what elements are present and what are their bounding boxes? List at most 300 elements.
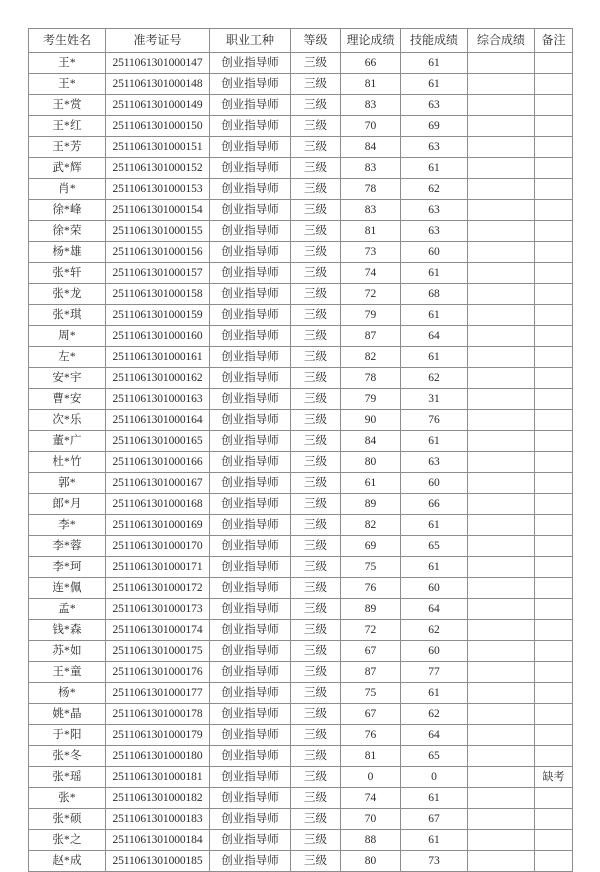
cell-ticket: 2511061301000163 <box>106 389 210 410</box>
cell-job: 创业指导师 <box>210 788 291 809</box>
cell-remark <box>535 95 573 116</box>
cell-name: 于*阳 <box>29 725 106 746</box>
cell-composite <box>468 116 535 137</box>
table-row[interactable] <box>29 158 573 179</box>
cell-ticket: 2511061301000148 <box>106 74 210 95</box>
cell-job: 创业指导师 <box>210 515 291 536</box>
cell-name: 姚*晶 <box>29 704 106 725</box>
cell-remark: 缺考 <box>535 767 573 788</box>
column-header-theory[interactable]: 理论成绩 <box>341 29 401 53</box>
cell-skill: 63 <box>401 452 468 473</box>
cell-job: 创业指导师 <box>210 326 291 347</box>
cell-theory: 79 <box>341 389 401 410</box>
cell-theory: 82 <box>341 515 401 536</box>
cell-name: 张*琪 <box>29 305 106 326</box>
cell-composite <box>468 452 535 473</box>
cell-level: 三级 <box>291 473 341 494</box>
cell-skill: 64 <box>401 599 468 620</box>
cell-ticket: 2511061301000181 <box>106 767 210 788</box>
table-row[interactable] <box>29 242 573 263</box>
table-row[interactable] <box>29 389 573 410</box>
table-row[interactable] <box>29 452 573 473</box>
cell-skill: 62 <box>401 620 468 641</box>
cell-level: 三级 <box>291 74 341 95</box>
cell-skill: 76 <box>401 410 468 431</box>
cell-skill: 64 <box>401 326 468 347</box>
cell-level: 三级 <box>291 767 341 788</box>
cell-name: 苏*如 <box>29 641 106 662</box>
cell-name: 安*宇 <box>29 368 106 389</box>
cell-job: 创业指导师 <box>210 242 291 263</box>
cell-theory: 74 <box>341 263 401 284</box>
cell-theory: 78 <box>341 179 401 200</box>
cell-name: 张*冬 <box>29 746 106 767</box>
cell-theory: 81 <box>341 221 401 242</box>
table-row[interactable] <box>29 620 573 641</box>
cell-ticket: 2511061301000168 <box>106 494 210 515</box>
cell-composite <box>468 74 535 95</box>
cell-composite <box>468 788 535 809</box>
cell-job: 创业指导师 <box>210 263 291 284</box>
cell-remark <box>535 809 573 830</box>
column-header-level[interactable]: 等级 <box>291 29 341 53</box>
cell-skill: 64 <box>401 725 468 746</box>
table-row[interactable] <box>29 494 573 515</box>
cell-level: 三级 <box>291 410 341 431</box>
cell-job: 创业指导师 <box>210 305 291 326</box>
cell-job: 创业指导师 <box>210 53 291 74</box>
table-header <box>29 29 573 53</box>
cell-remark <box>535 557 573 578</box>
cell-level: 三级 <box>291 851 341 872</box>
cell-ticket: 2511061301000172 <box>106 578 210 599</box>
cell-name: 王* <box>29 74 106 95</box>
cell-name: 张*瑶 <box>29 767 106 788</box>
cell-composite <box>468 725 535 746</box>
cell-job: 创业指导师 <box>210 851 291 872</box>
cell-ticket: 2511061301000153 <box>106 179 210 200</box>
cell-ticket: 2511061301000179 <box>106 725 210 746</box>
table-row[interactable] <box>29 662 573 683</box>
cell-theory: 83 <box>341 95 401 116</box>
cell-skill: 61 <box>401 53 468 74</box>
cell-theory: 72 <box>341 620 401 641</box>
cell-name: 王*芳 <box>29 137 106 158</box>
table-row[interactable] <box>29 746 573 767</box>
cell-ticket: 2511061301000164 <box>106 410 210 431</box>
cell-composite <box>468 704 535 725</box>
table-row[interactable] <box>29 200 573 221</box>
cell-remark <box>535 830 573 851</box>
cell-job: 创业指导师 <box>210 620 291 641</box>
cell-job: 创业指导师 <box>210 809 291 830</box>
cell-remark <box>535 851 573 872</box>
cell-job: 创业指导师 <box>210 200 291 221</box>
cell-theory: 72 <box>341 284 401 305</box>
cell-name: 郎*月 <box>29 494 106 515</box>
table-row[interactable] <box>29 725 573 746</box>
table-row[interactable] <box>29 557 573 578</box>
cell-skill: 62 <box>401 179 468 200</box>
cell-theory: 67 <box>341 641 401 662</box>
cell-job: 创业指导师 <box>210 662 291 683</box>
cell-ticket: 2511061301000184 <box>106 830 210 851</box>
cell-level: 三级 <box>291 620 341 641</box>
cell-level: 三级 <box>291 158 341 179</box>
cell-composite <box>468 242 535 263</box>
cell-ticket: 2511061301000175 <box>106 641 210 662</box>
cell-composite <box>468 494 535 515</box>
cell-name: 左* <box>29 347 106 368</box>
table-row[interactable] <box>29 221 573 242</box>
table-row[interactable] <box>29 431 573 452</box>
cell-job: 创业指导师 <box>210 389 291 410</box>
cell-level: 三级 <box>291 326 341 347</box>
cell-composite <box>468 536 535 557</box>
cell-remark <box>535 116 573 137</box>
table-row[interactable] <box>29 179 573 200</box>
table-row[interactable] <box>29 263 573 284</box>
cell-remark <box>535 599 573 620</box>
cell-remark <box>535 431 573 452</box>
cell-level: 三级 <box>291 830 341 851</box>
cell-theory: 61 <box>341 473 401 494</box>
cell-theory: 75 <box>341 683 401 704</box>
cell-remark <box>535 263 573 284</box>
table-row[interactable] <box>29 326 573 347</box>
cell-composite <box>468 95 535 116</box>
cell-remark <box>535 326 573 347</box>
cell-ticket: 2511061301000150 <box>106 116 210 137</box>
cell-remark <box>535 704 573 725</box>
cell-level: 三级 <box>291 662 341 683</box>
cell-level: 三级 <box>291 221 341 242</box>
cell-ticket: 2511061301000178 <box>106 704 210 725</box>
cell-name: 杨* <box>29 683 106 704</box>
cell-remark <box>535 200 573 221</box>
cell-remark <box>535 410 573 431</box>
cell-skill: 67 <box>401 809 468 830</box>
cell-name: 赵*成 <box>29 851 106 872</box>
cell-remark <box>535 578 573 599</box>
cell-theory: 70 <box>341 809 401 830</box>
column-header-ticket[interactable]: 准考证号 <box>106 29 210 53</box>
table-row[interactable] <box>29 116 573 137</box>
cell-ticket: 2511061301000158 <box>106 284 210 305</box>
cell-level: 三级 <box>291 347 341 368</box>
cell-skill: 65 <box>401 746 468 767</box>
table-row[interactable] <box>29 830 573 851</box>
cell-level: 三级 <box>291 641 341 662</box>
cell-ticket: 2511061301000149 <box>106 95 210 116</box>
cell-theory: 89 <box>341 599 401 620</box>
cell-level: 三级 <box>291 704 341 725</box>
exam-results-table <box>28 28 573 872</box>
cell-name: 王*童 <box>29 662 106 683</box>
table-row[interactable] <box>29 599 573 620</box>
cell-ticket: 2511061301000157 <box>106 263 210 284</box>
cell-skill: 61 <box>401 74 468 95</box>
cell-theory: 87 <box>341 326 401 347</box>
cell-skill: 61 <box>401 830 468 851</box>
table-header-row <box>29 29 573 53</box>
cell-job: 创业指导师 <box>210 452 291 473</box>
cell-skill: 63 <box>401 200 468 221</box>
cell-composite <box>468 473 535 494</box>
cell-theory: 87 <box>341 662 401 683</box>
cell-composite <box>468 284 535 305</box>
cell-level: 三级 <box>291 557 341 578</box>
cell-name: 徐*荣 <box>29 221 106 242</box>
cell-level: 三级 <box>291 200 341 221</box>
cell-composite <box>468 662 535 683</box>
cell-job: 创业指导师 <box>210 767 291 788</box>
table-row[interactable] <box>29 410 573 431</box>
cell-composite <box>468 221 535 242</box>
cell-job: 创业指导师 <box>210 431 291 452</box>
cell-remark <box>535 536 573 557</box>
cell-skill: 68 <box>401 284 468 305</box>
cell-level: 三级 <box>291 116 341 137</box>
cell-skill: 60 <box>401 641 468 662</box>
cell-theory: 70 <box>341 116 401 137</box>
cell-level: 三级 <box>291 515 341 536</box>
cell-composite <box>468 641 535 662</box>
cell-job: 创业指导师 <box>210 347 291 368</box>
cell-level: 三级 <box>291 95 341 116</box>
cell-ticket: 2511061301000177 <box>106 683 210 704</box>
cell-skill: 61 <box>401 683 468 704</box>
cell-ticket: 2511061301000165 <box>106 431 210 452</box>
cell-theory: 81 <box>341 746 401 767</box>
cell-name: 张* <box>29 788 106 809</box>
cell-composite <box>468 263 535 284</box>
cell-name: 李* <box>29 515 106 536</box>
cell-name: 杨*雄 <box>29 242 106 263</box>
cell-name: 王*红 <box>29 116 106 137</box>
cell-theory: 90 <box>341 410 401 431</box>
table-row[interactable] <box>29 368 573 389</box>
cell-remark <box>535 620 573 641</box>
cell-ticket: 2511061301000160 <box>106 326 210 347</box>
cell-ticket: 2511061301000183 <box>106 809 210 830</box>
cell-level: 三级 <box>291 389 341 410</box>
cell-ticket: 2511061301000159 <box>106 305 210 326</box>
cell-skill: 63 <box>401 137 468 158</box>
cell-theory: 66 <box>341 53 401 74</box>
cell-name: 董*广 <box>29 431 106 452</box>
cell-level: 三级 <box>291 305 341 326</box>
cell-job: 创业指导师 <box>210 641 291 662</box>
cell-remark <box>535 158 573 179</box>
table-row[interactable] <box>29 473 573 494</box>
cell-remark <box>535 179 573 200</box>
cell-level: 三级 <box>291 368 341 389</box>
table-row[interactable] <box>29 704 573 725</box>
cell-composite <box>468 683 535 704</box>
cell-theory: 73 <box>341 242 401 263</box>
cell-theory: 76 <box>341 725 401 746</box>
cell-ticket: 2511061301000155 <box>106 221 210 242</box>
cell-job: 创业指导师 <box>210 494 291 515</box>
cell-theory: 79 <box>341 305 401 326</box>
cell-job: 创业指导师 <box>210 179 291 200</box>
cell-remark <box>535 74 573 95</box>
table-row[interactable] <box>29 767 573 788</box>
cell-job: 创业指导师 <box>210 683 291 704</box>
cell-skill: 61 <box>401 263 468 284</box>
cell-composite <box>468 431 535 452</box>
cell-level: 三级 <box>291 452 341 473</box>
cell-composite <box>468 347 535 368</box>
cell-name: 杜*竹 <box>29 452 106 473</box>
cell-theory: 78 <box>341 368 401 389</box>
cell-ticket: 2511061301000156 <box>106 242 210 263</box>
table-row[interactable] <box>29 305 573 326</box>
cell-remark <box>535 347 573 368</box>
cell-name: 曹*安 <box>29 389 106 410</box>
cell-job: 创业指导师 <box>210 746 291 767</box>
cell-ticket: 2511061301000147 <box>106 53 210 74</box>
cell-name: 李*珂 <box>29 557 106 578</box>
cell-ticket: 2511061301000154 <box>106 200 210 221</box>
column-header-composite[interactable]: 综合成绩 <box>468 29 535 53</box>
cell-job: 创业指导师 <box>210 95 291 116</box>
cell-ticket: 2511061301000169 <box>106 515 210 536</box>
table-row[interactable] <box>29 95 573 116</box>
cell-composite <box>468 137 535 158</box>
cell-remark <box>535 53 573 74</box>
cell-ticket: 2511061301000180 <box>106 746 210 767</box>
cell-composite <box>468 200 535 221</box>
cell-level: 三级 <box>291 809 341 830</box>
cell-composite <box>468 410 535 431</box>
cell-composite <box>468 809 535 830</box>
cell-skill: 61 <box>401 557 468 578</box>
cell-job: 创业指导师 <box>210 221 291 242</box>
cell-skill: 69 <box>401 116 468 137</box>
cell-ticket: 2511061301000151 <box>106 137 210 158</box>
cell-job: 创业指导师 <box>210 557 291 578</box>
cell-job: 创业指导师 <box>210 410 291 431</box>
cell-skill: 63 <box>401 221 468 242</box>
cell-remark <box>535 389 573 410</box>
cell-name: 张*龙 <box>29 284 106 305</box>
cell-composite <box>468 158 535 179</box>
cell-theory: 0 <box>341 767 401 788</box>
cell-remark <box>535 746 573 767</box>
table-row[interactable] <box>29 347 573 368</box>
table-row[interactable] <box>29 809 573 830</box>
cell-composite <box>468 767 535 788</box>
cell-job: 创业指导师 <box>210 704 291 725</box>
cell-skill: 73 <box>401 851 468 872</box>
cell-remark <box>535 515 573 536</box>
column-header-name[interactable]: 考生姓名 <box>29 29 106 53</box>
cell-ticket: 2511061301000173 <box>106 599 210 620</box>
table-row[interactable] <box>29 641 573 662</box>
cell-composite <box>468 557 535 578</box>
cell-composite <box>468 620 535 641</box>
cell-theory: 80 <box>341 851 401 872</box>
table-row[interactable] <box>29 536 573 557</box>
cell-skill: 65 <box>401 536 468 557</box>
cell-job: 创业指导师 <box>210 599 291 620</box>
cell-level: 三级 <box>291 683 341 704</box>
cell-job: 创业指导师 <box>210 536 291 557</box>
cell-composite <box>468 305 535 326</box>
table-row[interactable] <box>29 74 573 95</box>
cell-skill: 61 <box>401 788 468 809</box>
cell-job: 创业指导师 <box>210 284 291 305</box>
cell-job: 创业指导师 <box>210 725 291 746</box>
cell-job: 创业指导师 <box>210 473 291 494</box>
table-row[interactable] <box>29 53 573 74</box>
cell-level: 三级 <box>291 242 341 263</box>
cell-ticket: 2511061301000174 <box>106 620 210 641</box>
cell-composite <box>468 578 535 599</box>
cell-remark <box>535 641 573 662</box>
cell-composite <box>468 599 535 620</box>
cell-composite <box>468 389 535 410</box>
cell-level: 三级 <box>291 599 341 620</box>
table-row[interactable] <box>29 515 573 536</box>
cell-remark <box>535 683 573 704</box>
cell-theory: 84 <box>341 137 401 158</box>
table-row[interactable] <box>29 788 573 809</box>
cell-level: 三级 <box>291 578 341 599</box>
cell-theory: 88 <box>341 830 401 851</box>
cell-theory: 76 <box>341 578 401 599</box>
cell-remark <box>535 242 573 263</box>
column-header-remark[interactable]: 备注 <box>535 29 573 53</box>
cell-name: 张*硕 <box>29 809 106 830</box>
cell-remark <box>535 305 573 326</box>
table-row[interactable] <box>29 851 573 872</box>
cell-level: 三级 <box>291 746 341 767</box>
cell-job: 创业指导师 <box>210 830 291 851</box>
cell-ticket: 2511061301000182 <box>106 788 210 809</box>
table-row[interactable] <box>29 578 573 599</box>
cell-theory: 69 <box>341 536 401 557</box>
cell-level: 三级 <box>291 431 341 452</box>
column-header-job[interactable]: 职业工种 <box>210 29 291 53</box>
cell-level: 三级 <box>291 494 341 515</box>
cell-level: 三级 <box>291 536 341 557</box>
cell-name: 王*赏 <box>29 95 106 116</box>
cell-job: 创业指导师 <box>210 137 291 158</box>
table-row[interactable] <box>29 683 573 704</box>
cell-ticket: 2511061301000171 <box>106 557 210 578</box>
cell-skill: 61 <box>401 431 468 452</box>
table-row[interactable] <box>29 137 573 158</box>
cell-skill: 31 <box>401 389 468 410</box>
cell-ticket: 2511061301000185 <box>106 851 210 872</box>
cell-remark <box>535 494 573 515</box>
cell-job: 创业指导师 <box>210 74 291 95</box>
cell-composite <box>468 746 535 767</box>
cell-skill: 62 <box>401 368 468 389</box>
cell-skill: 63 <box>401 95 468 116</box>
column-header-skill[interactable]: 技能成绩 <box>401 29 468 53</box>
cell-skill: 0 <box>401 767 468 788</box>
cell-theory: 83 <box>341 158 401 179</box>
cell-level: 三级 <box>291 725 341 746</box>
cell-theory: 83 <box>341 200 401 221</box>
table-row[interactable] <box>29 284 573 305</box>
cell-theory: 81 <box>341 74 401 95</box>
cell-remark <box>535 368 573 389</box>
